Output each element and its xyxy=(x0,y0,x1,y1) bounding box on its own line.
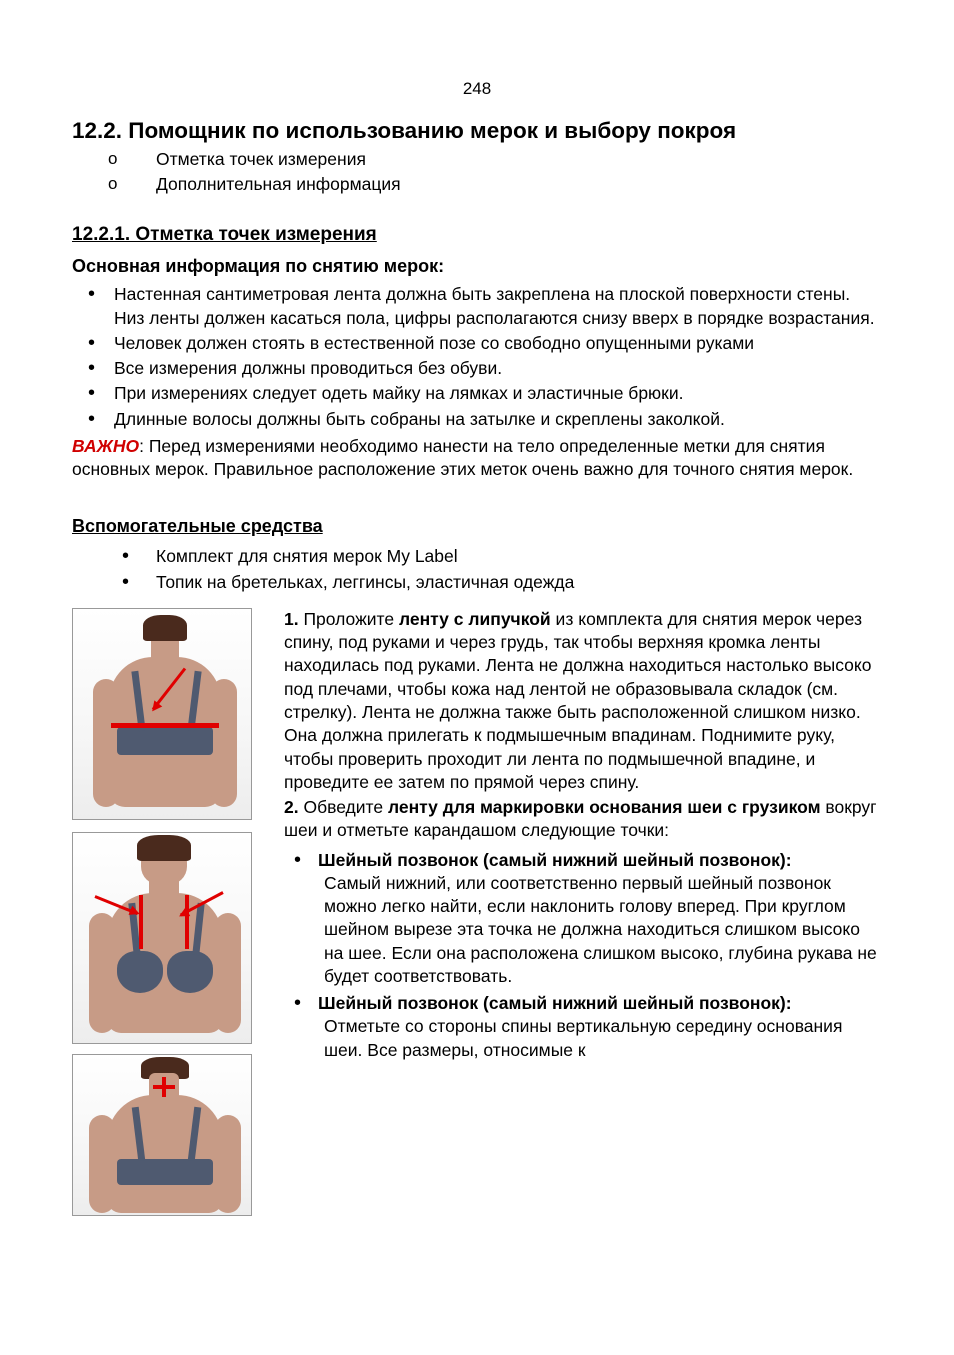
arm-left-shape xyxy=(89,1115,115,1213)
figure-front-view-neck-points xyxy=(72,832,252,1044)
arm-right-shape xyxy=(215,1115,241,1213)
toc-item[interactable] xyxy=(108,148,882,171)
bullet-icon: • xyxy=(88,382,96,405)
arm-right-shape xyxy=(215,913,241,1033)
list-item-text: При измерениях следует одеть майку на лямках и эластичные брюки. xyxy=(114,383,684,404)
figure-column xyxy=(72,608,272,1216)
basic-info-heading: Основная информация по снятию мерок: xyxy=(72,256,445,277)
list-item-text: Комплект для снятия мерок My Label xyxy=(156,546,458,567)
bullet-icon: • xyxy=(122,545,130,568)
point-lead: Шейный позвонок (самый нижний шейный позвонок): xyxy=(318,849,792,870)
arm-right-shape xyxy=(211,679,237,807)
step-2-bold: ленту для маркировки основания шеи с грузиком xyxy=(387,797,821,818)
bullet-icon: • xyxy=(88,283,96,306)
bra-cup-right xyxy=(167,951,213,993)
step-2-paragraph xyxy=(284,796,882,843)
torso-shape xyxy=(107,1095,223,1213)
measuring-tape-line xyxy=(111,723,219,728)
list-item xyxy=(72,332,882,355)
list-item-text: Топик на бретельках, леггинсы, эластичная одежда xyxy=(156,571,575,592)
list-item-text: Настенная сантиметровая лента должна быть закреплена на плоской поверхности стены. Низ ленты должен касаться пола, цифры располагаются снизу вверх в порядке возрастания. xyxy=(114,284,875,328)
cross-mark-icon xyxy=(162,1077,166,1097)
aux-tools-title: Вспомогательные средства xyxy=(72,516,323,537)
important-note xyxy=(72,435,882,482)
important-label: ВАЖНО xyxy=(72,435,140,456)
measurement-points-list xyxy=(284,849,882,1062)
list-item xyxy=(284,992,882,1062)
toc-item[interactable] xyxy=(108,173,882,196)
list-item-text: Все измерения должны проводиться без обуви. xyxy=(114,358,503,379)
aux-tools-list xyxy=(72,545,882,594)
step-2-number: 2. xyxy=(284,797,299,818)
list-item xyxy=(72,408,882,431)
toc-item-label: Дополнительная информация xyxy=(156,173,401,194)
bra-cup-left xyxy=(117,951,163,993)
arm-left-shape xyxy=(89,913,115,1033)
list-item xyxy=(72,283,882,330)
toc-item-label: Отметка точек измерения xyxy=(156,148,366,169)
circle-marker-icon: o xyxy=(108,173,118,193)
list-item-text: Человек должен стоять в естественной позе со свободно опущенными руками xyxy=(114,332,755,353)
steps-text-column xyxy=(284,608,882,1066)
page-number: 248 xyxy=(462,79,492,98)
page-content xyxy=(0,117,954,1216)
circle-marker-icon: o xyxy=(108,148,118,168)
step-1-post: из комплекта для снятия мерок через спину, под руками и через грудь, так чтобы верхняя кромка ленты находилась под руками. Лента не должна находиться настолько высоко под плечами, чтобы кожа над лентой не образовывала складок (см. стрелку). Лента не должна также быть расположенной слишком низко. Она должна прилегать к подмышечным впадинам. Поднимите руку, чтобы проверить проходит ли лента по подмышечной впадине, и проведите ее затем по прямой через спину. xyxy=(284,608,872,792)
bullet-icon: • xyxy=(88,407,96,430)
section-title: 12.2. Помощник по использованию мерок и выбору покроя xyxy=(72,117,737,143)
list-item xyxy=(72,382,882,405)
bra-band-shape xyxy=(117,727,213,755)
subsection-title: 12.2.1. Отметка точек измерения xyxy=(72,224,377,246)
list-item xyxy=(72,357,882,380)
list-item xyxy=(284,849,882,989)
illustrated-steps xyxy=(72,608,882,1216)
step-1-number: 1. xyxy=(284,608,299,629)
bullet-icon: • xyxy=(294,992,302,1015)
list-item xyxy=(108,545,882,568)
neck-mark-right xyxy=(185,895,189,949)
neck-mark-left xyxy=(139,895,143,949)
list-item-text: Длинные волосы должны быть собраны на затылке и скреплены заколкой. xyxy=(114,408,725,429)
point-text: Отметьте со стороны спины вертикальную середину основания шеи. Все размеры, относимые к xyxy=(324,1016,843,1060)
arm-left-shape xyxy=(93,679,119,807)
important-text: : Перед измерениями необходимо нанести на тело определенные метки для снятия основных мерок. Правильное расположение этих меток очень важно для точного снятия мерок. xyxy=(72,435,854,480)
bra-band-shape xyxy=(117,1159,213,1185)
hair-shape xyxy=(143,615,187,641)
point-text: Самый нижний, или соответственно первый шейный позвонок можно легко найти, если наклонить голову вперед. При круглом шейном вырезе эта точка не должна находиться слишком высоко на шее. Если она расположена слишком высоко, глубина рукава не будет соответствовать. xyxy=(324,872,877,986)
figure-back-view-with-tape xyxy=(72,608,252,820)
bullet-icon: • xyxy=(88,357,96,380)
basic-info-bullets xyxy=(72,283,882,431)
point-lead: Шейный позвонок (самый нижний шейный позвонок): xyxy=(318,993,792,1014)
hair-shape xyxy=(137,835,191,861)
step-1-bold: ленту с липучкой xyxy=(398,608,551,629)
section-toc-list xyxy=(72,148,882,197)
bullet-icon: • xyxy=(122,570,130,593)
bullet-icon: • xyxy=(294,848,302,871)
step-2-post: вокруг шеи и отметьте карандашом следующие точки: xyxy=(284,797,877,841)
bullet-icon: • xyxy=(88,331,96,354)
step-1-pre: Проложите xyxy=(298,608,399,629)
step-2-pre: Обведите xyxy=(298,797,388,818)
figure-back-view-neck-vertebra xyxy=(72,1054,252,1216)
list-item xyxy=(108,571,882,594)
step-1-paragraph xyxy=(284,608,882,794)
